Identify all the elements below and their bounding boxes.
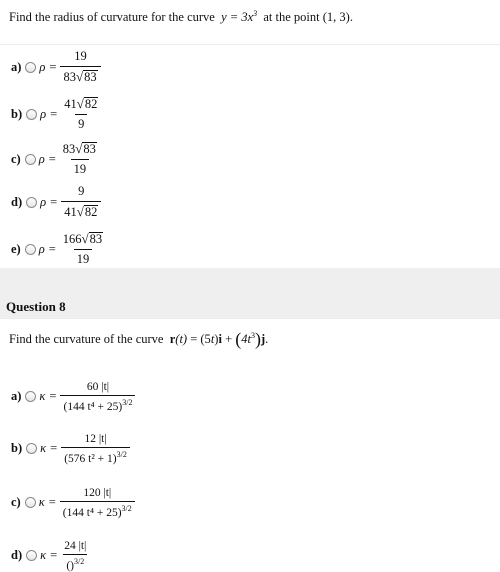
curve-equation: $r(t) = (5t)i + (4t^3)j$. [169,329,269,349]
radio-button[interactable] [25,154,36,165]
question-7-prompt: Find the radius of curvature for the curve $y = 3x^3$ at the point (1, 3). [9,9,353,25]
radio-button[interactable] [25,62,36,73]
radio-button[interactable] [26,443,37,454]
fraction: 41 √ 82 9 [64,96,98,131]
question-8-title: Question 8 [6,299,66,314]
option-a[interactable]: a) κ = $\frac{60 |t|}{(144 t^4 + 25)^{3/2}}$ [11,381,135,413]
radio-button[interactable] [26,197,37,208]
option-c[interactable]: c) ρ = 83 √ 83 19 [11,141,100,177]
fraction: $\frac{60 |t|}{(144 t^4 + 25)^{3/2}}$ [60,381,135,413]
radio-button[interactable] [25,391,36,402]
divider [0,318,500,319]
fraction: 19 83 √ 83 [60,49,100,85]
fraction: 166 √ 83 19 [62,231,103,266]
fraction: $\frac{24 |t|}{()^{3/2}}$ [64,540,87,572]
fraction: 83 √ 83 19 [62,141,96,176]
question-header-band [0,268,500,318]
fraction: $\frac{12 |t|}{(576 t^2 + 1)^{3/2}}$ [61,433,130,465]
point-text: at the point (1, 3). [263,10,353,25]
option-d[interactable]: d) κ = $\frac{24 |t|}{()^{3/2}}$ [11,540,89,572]
option-b[interactable]: b) ρ = 41 √ 82 9 [11,96,101,132]
radio-button[interactable] [26,550,37,561]
question-8-prompt: Find the curvature of the curve $r(t) = (5t)i + (4t^3)j$. [9,329,269,349]
fraction: 9 41 √ 82 [61,184,101,220]
fraction: $\frac{120 |t|}{(144 t^4 + 25)^{3/2}}$ [60,487,135,519]
option-c[interactable]: c) κ = $\frac{120 |t|}{(144 t^4 + 25)^{3/2}}$ [11,487,135,519]
option-a[interactable]: a) ρ = 19 83 √ 83 [11,49,101,85]
option-e[interactable]: e) ρ = 166 √ 83 19 [11,231,106,267]
option-b[interactable]: b) κ = $\frac{12 |t|}{(576 t^2 + 1)^{3/2}}$ [11,433,130,465]
radio-button[interactable] [26,109,37,120]
option-d[interactable]: d) ρ = 9 41 √ 82 [11,184,101,220]
curve-equation: $y = 3x^3$ [221,9,258,25]
radio-button[interactable] [25,244,36,255]
radio-button[interactable] [25,497,36,508]
divider [0,44,500,45]
